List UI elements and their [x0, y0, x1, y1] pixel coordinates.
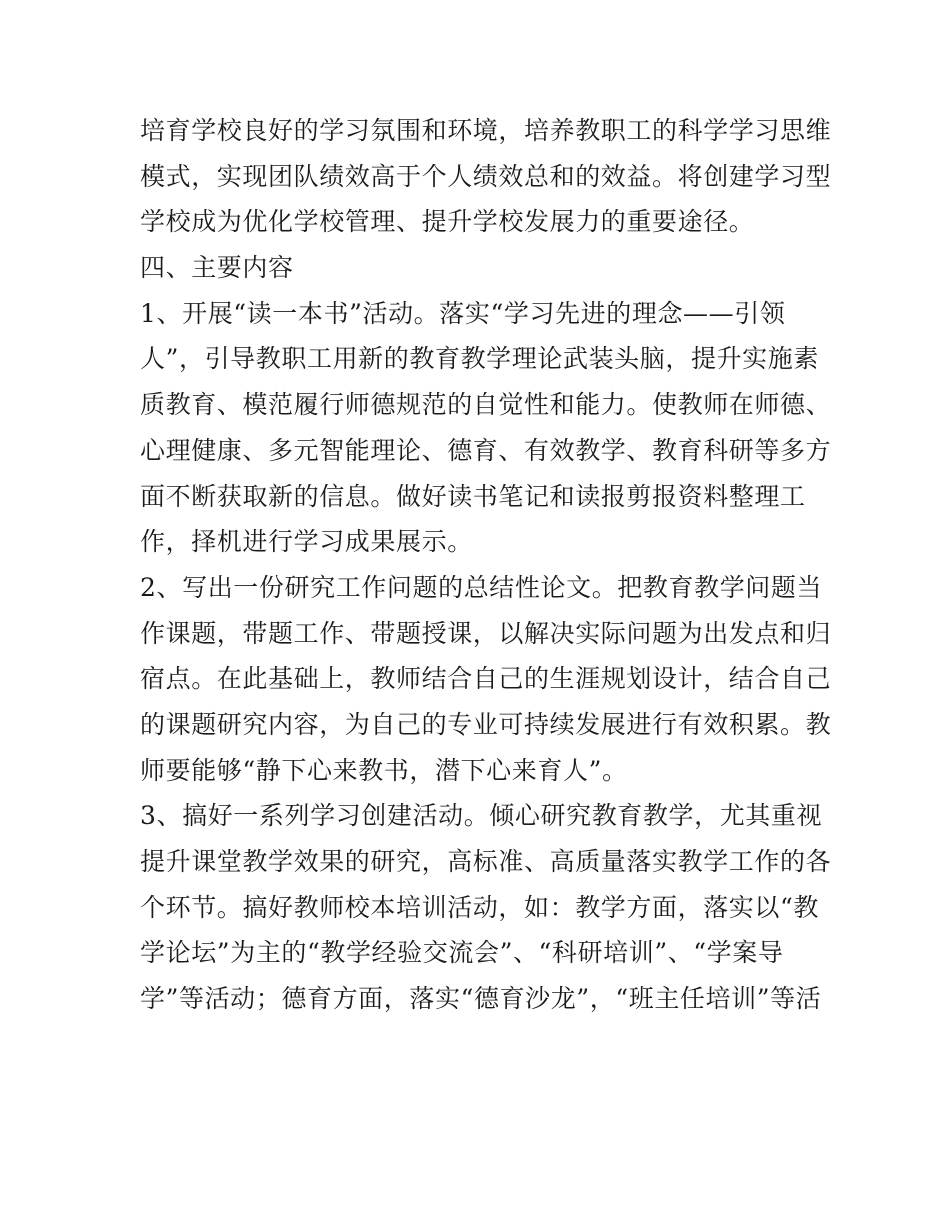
text-line: 心理健康、多元智能理论、德育、有效教学、教育科研等多方 [140, 435, 832, 465]
text-line: 宿点。在此基础上，教师结合自己的生涯规划设计，结合自己 [140, 664, 832, 694]
text-line: 培育学校良好的学习氛围和环境，培养教职工的科学学习思维 [140, 116, 832, 145]
text-line: 师要能够“静下心来教书，潜下心来育人”。 [140, 755, 628, 785]
text-line: 学论坛”为主的“教学经验交流会”、“科研培训”、“学案导 [140, 938, 784, 968]
section-heading: 四、主要内容 [140, 253, 294, 283]
text-line: 作，择机进行学习成果展示。 [140, 527, 473, 557]
text-line: 面不断获取新的信息。做好读书笔记和读报剪报资料整理工 [140, 481, 806, 511]
text-line: 个环节。搞好教师校本培训活动，如：教学方面，落实以“教 [140, 892, 819, 922]
text-line: 2、写出一份研究工作问题的总结性论文。把教育教学问题当 [140, 572, 823, 602]
text-line: 作课题，带题工作、带题授课，以解决实际问题为出发点和归 [140, 618, 832, 648]
text-line: 质教育、模范履行师德规范的自觉性和能力。使教师在师德、 [140, 390, 832, 420]
text-line: 人”，引导教职工用新的教育教学理论武装头脑，提升实施素 [140, 344, 819, 374]
text-line: 学校成为优化学校管理、提升学校发展力的重要途径。 [140, 207, 755, 237]
text-line: 1、开展“读一本书”活动。落实“学习先进的理念——引领 [140, 298, 786, 328]
text-line: 3、搞好一系列学习创建活动。倾心研究教育教学，尤其重视 [140, 801, 823, 831]
text-line: 提升课堂教学效果的研究，高标准、高质量落实教学工作的各 [140, 847, 832, 876]
document-body [140, 108, 832, 1022]
text-line: 学”等活动；德育方面，落实“德育沙龙”，“班主任培训”等活 [140, 984, 822, 1014]
text-line: 的课题研究内容，为自己的专业可持续发展进行有效积累。教 [140, 709, 832, 739]
text-line: 模式，实现团队绩效高于个人绩效总和的效益。将创建学习型 [140, 161, 832, 191]
